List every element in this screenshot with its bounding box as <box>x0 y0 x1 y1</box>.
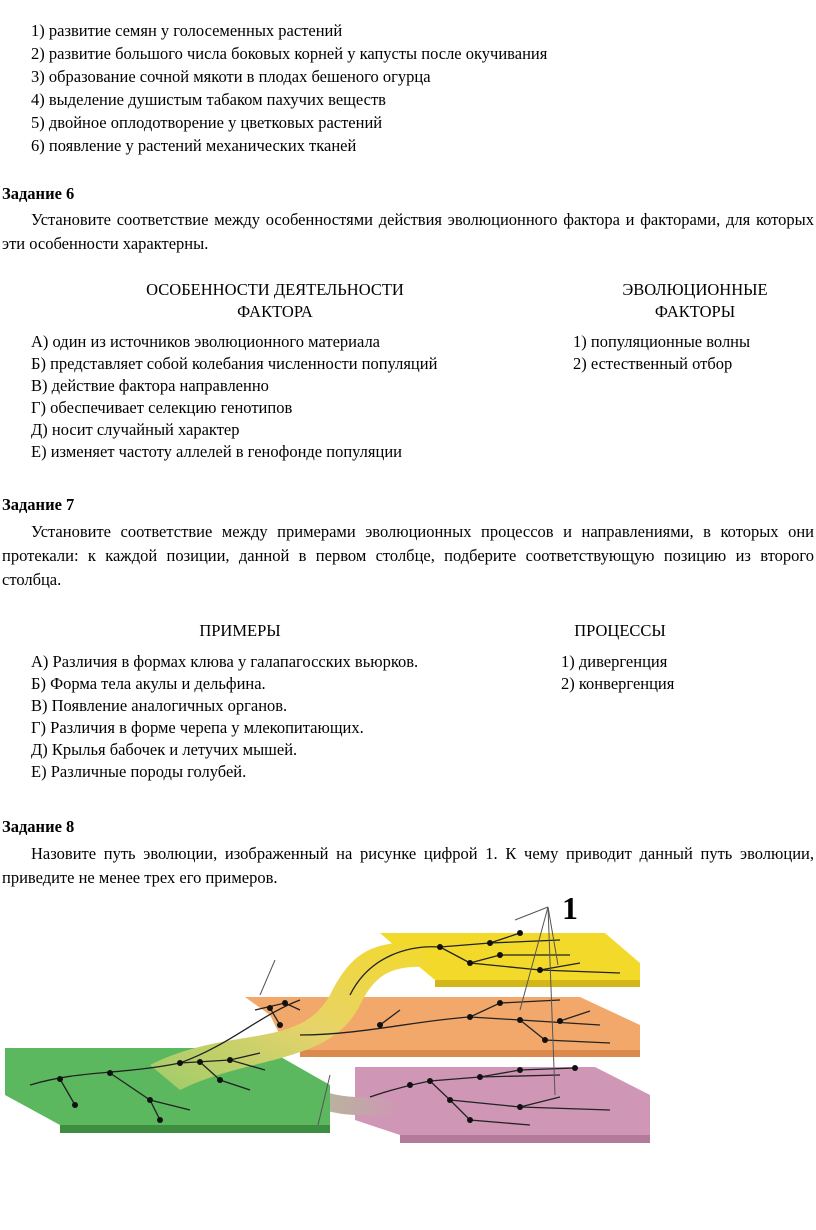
task7-right-header: ПРОЦЕССЫ <box>574 621 666 640</box>
task6-left-item-f: Е) изменяет частоту аллелей в генофонде популяции <box>31 442 403 461</box>
task6-left-item-c: В) действие фактора направленно <box>31 376 269 395</box>
task6-left-item-e: Д) носит случайный характер <box>31 420 240 439</box>
task6-right-header-2: ФАКТОРЫ <box>654 302 736 321</box>
intro-list-item-1: 1) развитие семян у голосеменных растений <box>31 21 343 40</box>
evolution-pathways-figure <box>0 885 816 1165</box>
task8-title: Задание 8 <box>2 817 75 836</box>
intro-list-item-3: 3) образование сочной мякоти в плодах бешеного огурца <box>31 67 431 86</box>
task7-left-item-f: Е) Различные породы голубей. <box>31 762 247 781</box>
task7-left-header: ПРИМЕРЫ <box>199 621 281 640</box>
task6-title: Задание 6 <box>2 184 75 203</box>
task6-left-item-a: А) один из источников эволюционного материала <box>31 332 381 351</box>
task6-right-header-1: ЭВОЛЮЦИОННЫЕ <box>622 280 768 299</box>
intro-list-item-2: 2) развитие большого числа боковых корней у капусты после окучивания <box>31 44 548 63</box>
task6-left-header-2: ФАКТОРА <box>237 302 313 321</box>
task8-text: Назовите путь эволюции, изображенный на рисунке цифрой 1. К чему приводит данный путь эволюции, приведите не менее трех его примеров. <box>2 844 814 887</box>
intro-list-item-5: 5) двойное оплодотворение у цветковых растений <box>31 113 383 132</box>
task7-right-item-1: 1) дивергенция <box>561 652 668 671</box>
task6-right-item-1: 1) популяционные волны <box>573 332 751 351</box>
task6-right-item-2: 2) естественный отбор <box>573 354 733 373</box>
task7-left-item-a: А) Различия в формах клюва у галапагосских вьюрков. <box>31 652 419 671</box>
task7-text: Установите соответствие между примерами эволюционных процессов и направлениями, в которых они протекали: к каждой позиции, данной в первом столбце, подберите соответствующую позицию из второго столбца. <box>2 522 814 589</box>
task7-left-item-d: Г) Различия в форме черепа у млекопитающих. <box>31 718 364 737</box>
task6-left-header-1: ОСОБЕННОСТИ ДЕЯТЕЛЬНОСТИ <box>146 280 404 299</box>
task7-left-item-b: Б) Форма тела акулы и дельфина. <box>31 674 266 693</box>
intro-list-item-6: 6) появление у растений механических тканей <box>31 136 357 155</box>
task6-text: Установите соответствие между особенностями действия эволюционного фактора и факторами, для которых эти особенности характерны. <box>2 210 814 253</box>
task7-title: Задание 7 <box>2 495 75 514</box>
task6-left-item-d: Г) обеспечивает селекцию генотипов <box>31 398 293 417</box>
figure-label-1: 1 <box>562 890 578 926</box>
task7-left-item-c: В) Появление аналогичных органов. <box>31 696 288 715</box>
task6-left-item-b: Б) представляет собой колебания численности популяций <box>31 354 438 373</box>
task7-left-item-e: Д) Крылья бабочек и летучих мышей. <box>31 740 298 759</box>
intro-list-item-4: 4) выделение душистым табаком пахучих веществ <box>31 90 386 109</box>
task7-right-item-2: 2) конвергенция <box>561 674 675 693</box>
